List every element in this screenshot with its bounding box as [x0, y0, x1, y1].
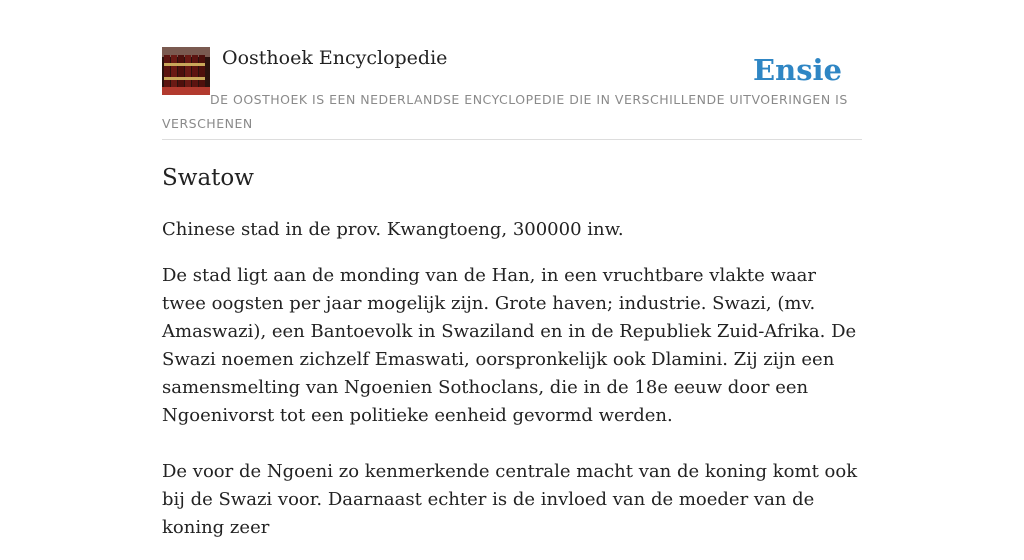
- article-paragraph: Chinese stad in de prov. Kwangtoeng, 300000 inw.: [162, 219, 624, 240]
- article-paragraph: De voor de Ngoeni zo kenmerkende centrale macht van de koning komt ook bij de Swazi voor. Daarnaast echter is de invloed van de moeder van de koning zeer: [162, 461, 858, 538]
- site-header: [162, 0, 862, 140]
- article-body: [162, 216, 862, 560]
- article-paragraph: De stad ligt aan de monding van de Han, in een vruchtbare vlakte waar twee oogsten per jaar mogelijk zijn. Grote haven; industrie. Swazi, (mv. Amaswazi), een Bantoevolk in Swaziland en in de Republiek Zuid-Afrika. De Swazi noemen zichzelf Emaswati, oorspronkelijk ook Dlamini. Zij zijn een samensmelting van Ngoenien Sothoclans, die in de 18e eeuw door een Ngoenivorst tot een politieke eenheid gevormd werden.: [162, 265, 857, 426]
- site-description: DE OOSTHOEK IS EEN NEDERLANDSE ENCYCLOPEDIE DIE IN VERSCHILLENDE UITVOERINGEN IS VERSCHENEN: [162, 92, 848, 131]
- brand-logo-link[interactable]: Ensie: [753, 53, 842, 87]
- site-title[interactable]: Oosthoek Encyclopedie: [222, 47, 448, 69]
- article-title: Swatow: [162, 165, 254, 191]
- page: [162, 0, 862, 538]
